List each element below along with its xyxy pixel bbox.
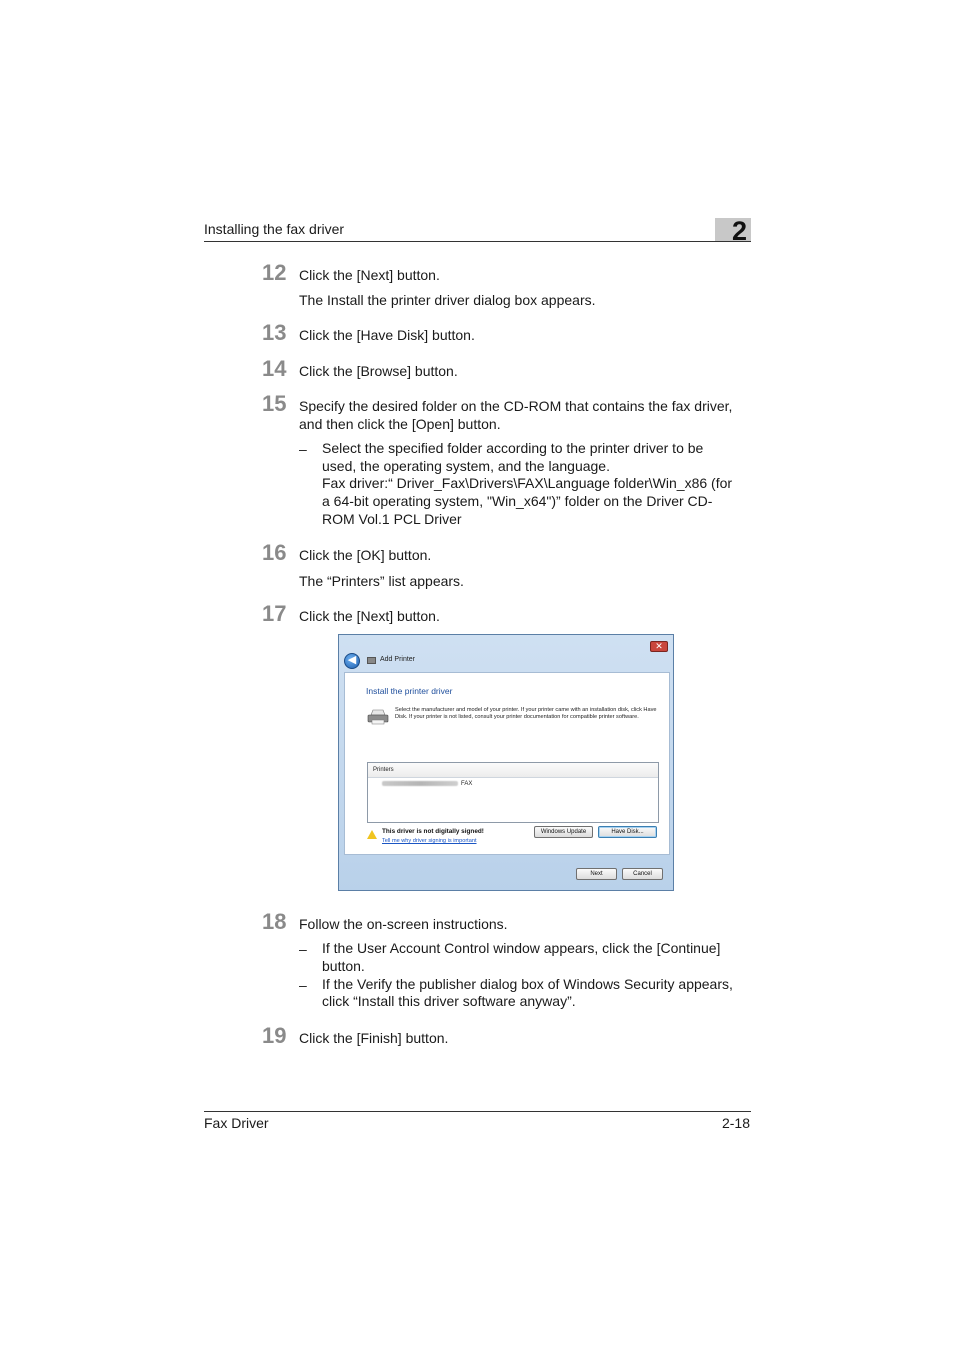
bullet-dash: – bbox=[299, 441, 307, 457]
close-icon[interactable]: ✕ bbox=[650, 641, 668, 652]
step-number: 17 bbox=[262, 601, 287, 626]
driver-signing-link[interactable]: Tell me why driver signing is important bbox=[382, 838, 477, 844]
cancel-button[interactable]: Cancel bbox=[622, 868, 663, 880]
bullet-line: Select the specified folder according to the printer driver to be bbox=[322, 440, 704, 456]
windows-update-button[interactable]: Windows Update bbox=[534, 826, 593, 838]
dialog-content bbox=[344, 672, 670, 855]
warning-icon bbox=[367, 830, 377, 839]
bullet-line: If the User Account Control window appears, click the [Continue] bbox=[322, 940, 721, 956]
step-text-line: Specify the desired folder on the CD-ROM that contains the fax driver, bbox=[299, 398, 733, 414]
list-item-suffix: FAX bbox=[461, 781, 473, 788]
step-number: 15 bbox=[262, 391, 287, 416]
have-disk-button[interactable]: Have Disk... bbox=[598, 826, 657, 838]
header-rule bbox=[204, 241, 751, 242]
chapter-number: 2 bbox=[732, 216, 748, 246]
bullet-line: Fax driver:“ Driver_Fax\Drivers\FAX\Language folder\Win_x86 (for bbox=[322, 475, 733, 491]
list-item[interactable] bbox=[382, 781, 472, 787]
step-number: 19 bbox=[262, 1023, 287, 1048]
warning-text: This driver is not digitally signed! bbox=[382, 828, 484, 835]
step-text: Click the [Next] button. bbox=[299, 608, 440, 624]
bullet-dash: – bbox=[299, 977, 307, 993]
bullet-line: button. bbox=[322, 958, 365, 974]
step-number: 13 bbox=[262, 320, 287, 345]
next-button[interactable]: Next bbox=[576, 868, 617, 880]
step-text: Click the [Have Disk] button. bbox=[299, 327, 475, 343]
step-number: 14 bbox=[262, 356, 287, 381]
page-number: 2-18 bbox=[721, 1115, 750, 1131]
dialog-heading: Install the printer driver bbox=[366, 686, 453, 696]
bullet-line: ROM Vol.1 PCL Driver bbox=[322, 511, 462, 527]
bullet-dash: – bbox=[299, 941, 307, 957]
step-text: Follow the on-screen instructions. bbox=[299, 916, 508, 932]
footer-title: Fax Driver bbox=[204, 1115, 269, 1131]
printer-icon bbox=[367, 657, 376, 664]
printer-icon bbox=[367, 709, 389, 725]
dialog-description: Select the manufacturer and model of your printer. If your printer came with an installation disk, click Have Disk. If your printer is not listed, consult your printer documentation for compatible printer software. bbox=[395, 707, 657, 720]
step-note: The Install the printer driver dialog box appears. bbox=[299, 292, 596, 308]
blurred-model-name bbox=[382, 781, 458, 786]
printers-list-header: Printers bbox=[368, 763, 658, 778]
step-number: 12 bbox=[262, 260, 287, 285]
bullet-line: If the Verify the publisher dialog box of Windows Security appears, bbox=[322, 976, 733, 992]
step-number: 16 bbox=[262, 540, 287, 565]
printers-list[interactable] bbox=[367, 762, 659, 823]
step-text: Click the [Finish] button. bbox=[299, 1030, 449, 1046]
step-note: The “Printers” list appears. bbox=[299, 573, 464, 589]
footer-rule bbox=[204, 1111, 751, 1112]
step-number: 18 bbox=[262, 909, 287, 934]
bullet-line: click “Install this driver software anyway”. bbox=[322, 993, 576, 1009]
step-text: Click the [OK] button. bbox=[299, 547, 432, 563]
add-printer-dialog-screenshot bbox=[338, 634, 674, 891]
bullet-line: used, the operating system, and the language. bbox=[322, 458, 610, 474]
step-text: Click the [Next] button. bbox=[299, 267, 440, 283]
step-text-line: and then click the [Open] button. bbox=[299, 416, 501, 432]
dialog-title: Add Printer bbox=[380, 656, 416, 663]
bullet-line: a 64-bit operating system, "Win_x64")” folder on the Driver CD- bbox=[322, 493, 713, 509]
step-text: Click the [Browse] button. bbox=[299, 363, 458, 379]
back-arrow-icon[interactable]: ◀ bbox=[344, 653, 360, 669]
running-header: Installing the fax driver bbox=[204, 221, 345, 237]
